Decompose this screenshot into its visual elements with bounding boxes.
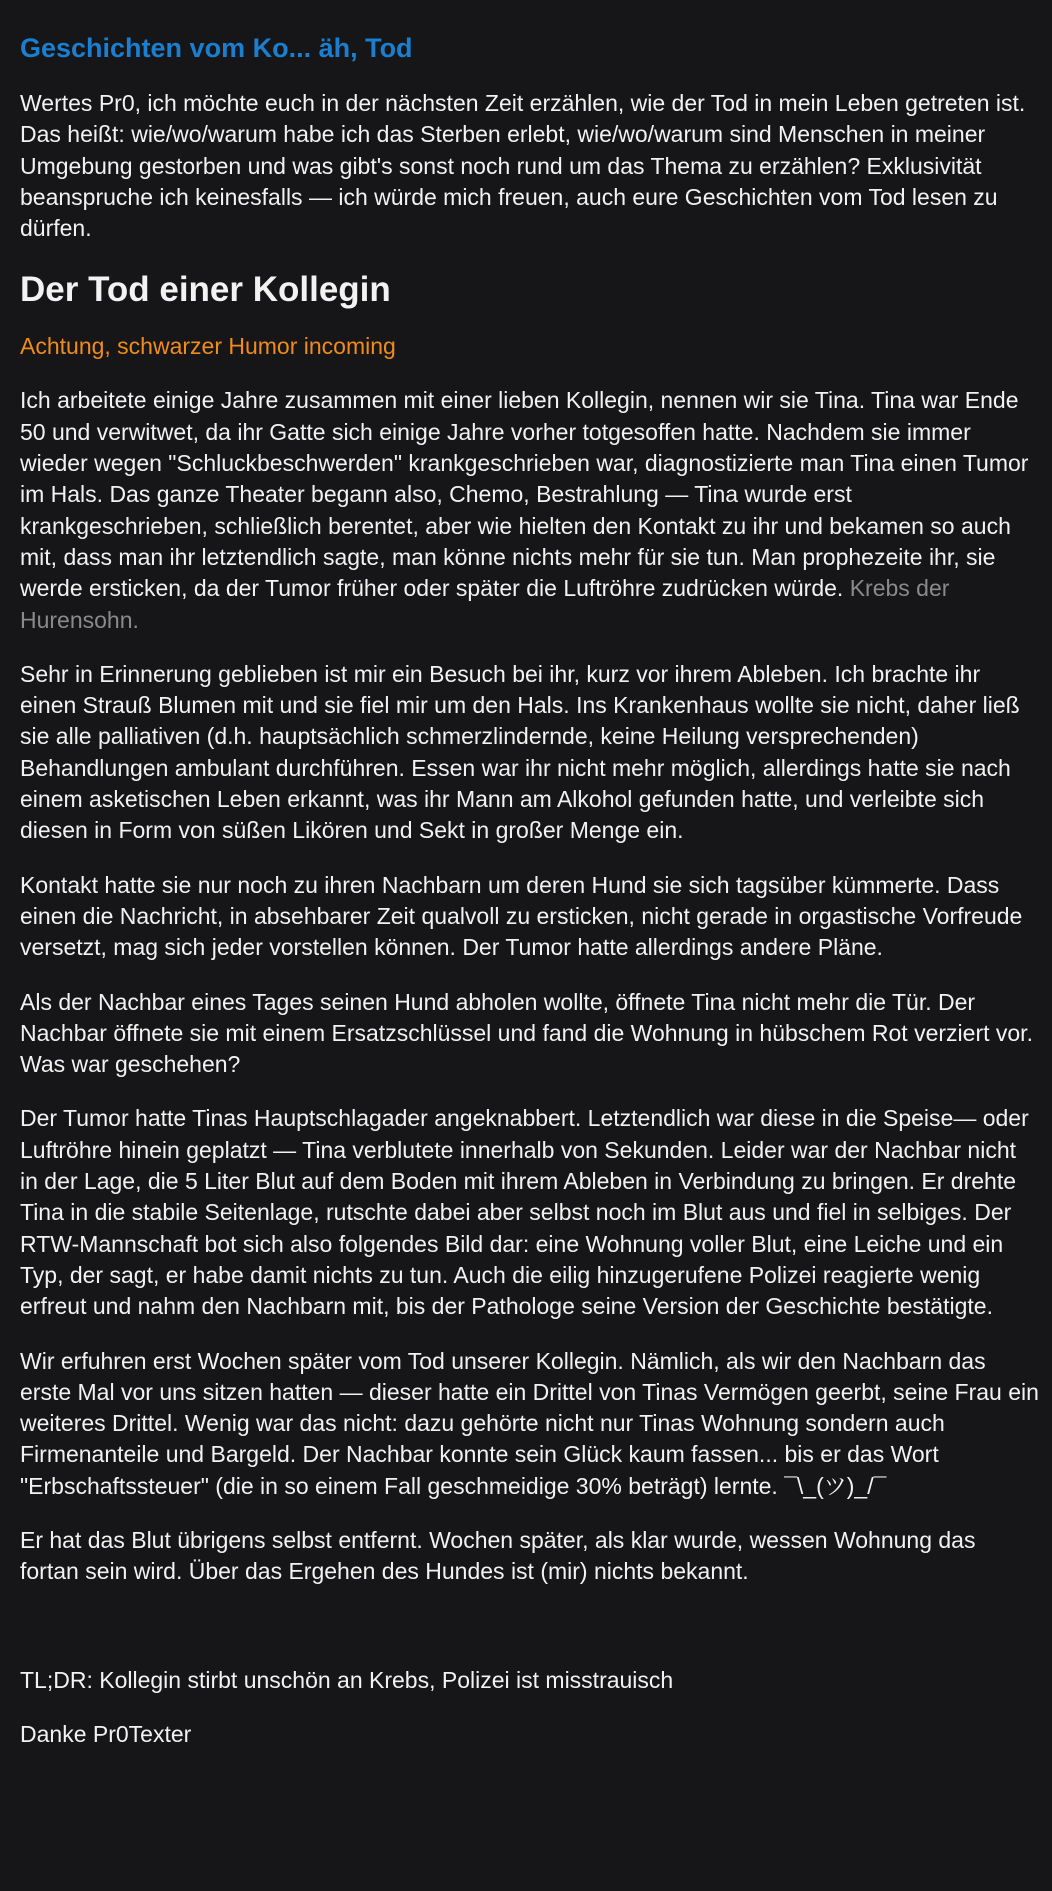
story-paragraph-3: Kontakt hatte sie nur noch zu ihren Nachbarn um deren Hund sie sich tagsüber kümmerte. Dass einen die Nachricht, in absehbarer Zeit qualvoll zu ersticken, nicht gerade in orgastische Vorfreude versetzt, mag sich jeder vorstellen können. Der Tumor hatte allerdings andere Pläne. [20,871,1023,961]
story-paragraph-1 [20,385,1040,635]
story-paragraph-4: Als der Nachbar eines Tages seinen Hund abholen wollte, öffnete Tina nicht mehr die Tür. Der Nachbar öffnete sie mit einem Ersatzschlüssel und fand die Wohnung in hübschem Rot verziert vor. Was war geschehen? [20,988,1033,1078]
muted-remark: Krebs der Hurensohn. [20,575,950,633]
section-spacer [20,1611,1040,1665]
thanks-line: Danke Pr0Texter [20,1720,192,1747]
intro-paragraph: Wertes Pr0, ich möchte euch in der nächsten Zeit erzählen, wie der Tod in mein Leben getreten ist. Das heißt: wie/wo/warum habe ich das Sterben erlebt, wie/wo/warum sind Menschen in meiner Umgebung gestorben und was gibt's sonst noch rund um das Thema zu erzählen? Exklusivität beanspruche ich keinesfalls — ich würde mich freuen, auch eure Geschichten vom Tod lesen zu dürfen. [20,90,1026,242]
story-paragraph-1-text: Ich arbeitete einige Jahre zusammen mit einer lieben Kollegin, nennen wir sie Tina. Tina war Ende 50 und verwitwet, da ihr Gatte sich einige Jahre vorher totgesoffen hatte. Nachdem sie immer wieder wegen "Schluckbeschwerden" krankgeschrieben war, diagnostizierte man Tina einen Tumor im Hals. Das ganze Theater begann also, Chemo, Bestrahlung — Tina wurde erst krankgeschrieben, schließlich berentet, aber wie hielten den Kontakt zu ihr und bekamen so auch mit, dass man ihr letztendlich sagte, man könne nichts mehr für sie tun. Man prophezeite ihr, sie werde ersticken, da der Tumor früher oder später die Luftröhre zudrücken würde. [20,387,1029,602]
content-warning: Achtung, schwarzer Humor incoming [20,333,396,360]
story-paragraph-6: Wir erfuhren erst Wochen später vom Tod unserer Kollegin. Nämlich, als wir den Nachbarn das erste Mal vor uns sitzen hatten — dieser hatte ein Drittel von Tinas Vermögen geerbt, seine Frau ein weiteres Drittel. Wenig war das nicht: dazu gehörte nicht nur Tinas Wohnung sondern auch Firmenanteile und Bargeld. Der Nachbar konnte sein Glück kaum fassen... bis er das Wort "Erbschaftssteuer" (die in so einem Fall geschmeidige 30% beträgt) lernte. ¯\_(ツ)_/¯ [20,1347,1039,1499]
page-title: Geschichten vom Ko... äh, Tod [20,33,413,63]
story-paragraph-5: Der Tumor hatte Tinas Hauptschlagader angeknabbert. Letztendlich war diese in die Speise— oder Luftröhre hinein geplatzt — Tina verblutete innerhalb von Sekunden. Leider war der Nachbar nicht in der Lage, die 5 Liter Blut auf dem Boden mit ihrem Ableben in Verbindung zu bringen. Er drehte Tina in die stabile Seitenlage, rutschte dabei aber selbst noch im Blut aus und fiel in selbiges. Der RTW-Mannschaft bot sich also folgendes Bild dar: eine Wohnung voller Blut, eine Leiche und ein Typ, der sagt, er habe damit nichts zu tun. Auch die eilig hinzugerufene Polizei reagierte wenig erfreut und nahm den Nachbarn mit, bis der Pathologe seine Version der Geschichte bestätigte. [20,1105,1029,1320]
tldr-line: TL;DR: Kollegin stirbt unschön an Krebs, Polizei ist misstrauisch [20,1666,674,1693]
story-paragraph-2: Sehr in Erinnerung geblieben ist mir ein Besuch bei ihr, kurz vor ihrem Ableben. Ich brachte ihr einen Strauß Blumen mit und sie fiel mir um den Hals. Ins Krankenhaus wollte sie nicht, daher ließ sie alle palliativen (d.h. hauptsächlich schmerzlindernde, keine Heilung versprechenden) Behandlungen ambulant durchführen. Essen war ihr nicht mehr möglich, allerdings hatte sie nach einem asketischen Leben erkannt, was ihr Mann am Alkohol gefunden hatte, und verleibte sich diesen in Form von süßen Likören und Sekt in großer Menge ein. [20,660,1020,844]
post-content [20,28,1040,1773]
story-heading: Der Tod einer Kollegin [20,270,391,310]
story-paragraph-7: Er hat das Blut übrigens selbst entfernt. Wochen später, als klar wurde, wessen Wohnung das fortan sein wird. Über das Ergehen des Hundes ist (mir) nichts bekannt. [20,1526,976,1585]
